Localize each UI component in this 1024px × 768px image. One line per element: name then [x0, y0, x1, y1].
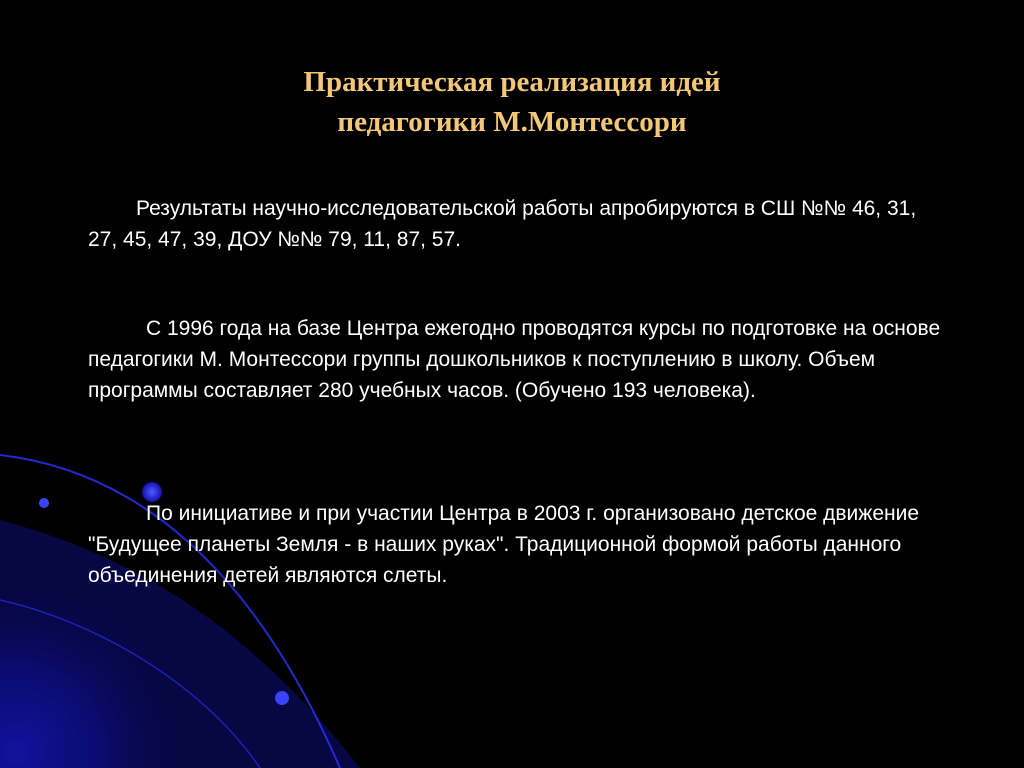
paragraph-text: С 1996 года на базе Центра ежегодно проводятся курсы по подготовке на основе педагогики М. Монтессори группы дошкольников к поступлению в школу. Объем программы составляет 280 учебных часов. (Обучено 193 человека). [88, 317, 941, 402]
blue-dot-decoration [39, 498, 49, 508]
body-paragraph [88, 313, 948, 406]
paragraph-text: Результаты научно-исследовательской работы апробируются в СШ №№ 46, 31, 27, 45, 47, 39, ДОУ №№ 79, 11, 87, 57. [88, 197, 917, 251]
body-paragraph [88, 498, 948, 591]
slide-title-line: Практическая реализация идей [303, 66, 721, 98]
body-paragraph [88, 193, 948, 255]
paragraph-text: По инициативе и при участии Центра в 2003 г. организовано детское движение "Будущее планеты Земля - в наших руках". Традиционной формой работы данного объединения детей являются слеты. [88, 502, 920, 587]
slide-title-line: педагогики М.Монтессори [337, 106, 687, 138]
slide-title [0, 62, 1024, 142]
blue-dot-decoration [275, 691, 289, 705]
